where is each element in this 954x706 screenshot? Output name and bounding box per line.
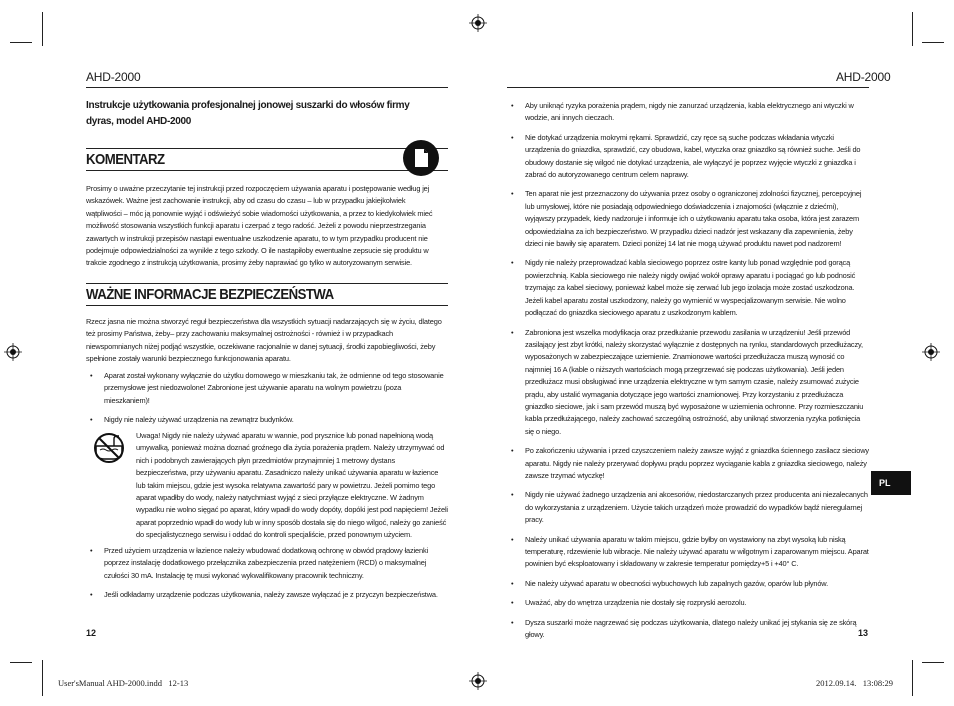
crop-mark <box>912 660 913 696</box>
safety-intro-paragraph: Rzecz jasna nie można stworzyć reguł bezpieczeństwa dla wszystkich sytuacji nadarzających się w życiu, dlatego też prosimy Państwa, żeby– przy zachowaniu maksymalnej ostrożności - również i w przypadkach niewspomnianych niżej podjąć wszystkie, oczekiwane racjonalnie w danej sytuacji, środki zapobiegliwości, żeby spełnione zostały warunki bezpiecznego funkcjonowania aparatu. <box>86 317 442 364</box>
list-item: • Należy unikać używania aparatu w takim miejscu, gdzie byłby on wystawiony na zbyt wysoką lub niską temperaturę, rdzewienie lub wibracje. Nie należy używać aparatu w wilgotnym i zaparowanym miejscu. Aparat powinien być eksploatowany i składowany w zakresie temperatur pomiędzy+5 i +40° C. <box>507 534 869 571</box>
registration-mark-icon <box>4 343 22 361</box>
list-item: • Nie dotykać urządzenia mokrymi rękami. Sprawdzić, czy ręce są suche podczas wkładania wtyczki urządzenia do gniazdka, sprawdzić, czy obudowa, kabel, wtyczka oraz gniazdko są również suche. Jeśli do obudowy dostanie się wilgoć nie dotykać urządzenia, ale wyłączyć je poprzez wyjęcie wtyczki z gniazdka i zabrać do autoryzowanego centrum celem naprawy. <box>507 132 869 182</box>
registration-mark-icon <box>469 14 487 32</box>
crop-mark <box>922 662 944 663</box>
language-tab <box>871 471 911 495</box>
list-item: • Nigdy nie należy przeprowadzać kabla sieciowego poprzez ostre kanty lub ponad względnie pod gorącą powierzchnią. Kabla sieciowego nie należy nigdy owijać wokół oprawy aparatu i pociągać go lub podnosić trzymając za kabel sieciowy, ponieważ kabel może się zerwać lub jego izolacja może zostać uszkodzona. Jeżeli kabel aparatu został uszkodzony, należy go wymienić w wyspecjalizowanym serwisie. Nie wolno podłączać do gniazdka sieciowego aparatu z uszkodzonym kablem. <box>507 257 869 319</box>
left-running-header: AHD-2000 <box>86 70 141 84</box>
komentarz-paragraph: Prosimy o uważne przeczytanie tej instrukcji przed rozpoczęciem używania aparatu i postępowanie według jej wskazówek. Ważne jest zachowanie instrukcji, aby od czasu do czasu – lub w przypadku jakiejkolwiek wątpliwości – móc ją ponownie wyjąć i odświeżyć sobie wiadomości użytkowania, a przez to kiedykolwiek mieć możliwość stosowania wszystkich funkcji aparatu i czerpać z tego radość. Jeżeli z powodu nieprzestrzegania zawartych w instrukcji przepisów nastąpi ewentualne uszkodzenie aparatu, to w tym przypadku producent nie podejmuje odpowiedzialności za wynikłe z tego szkody. O ile nastąpiłoby ewentualne zepsucie się produktu w trakcie zgodnego z instrukcją użytkowania, prosimy żeby naprawiać go tylko w autoryzowanym serwisie. <box>86 184 433 268</box>
section-rule <box>86 148 448 149</box>
warning-paragraph: Uwaga! Nigdy nie należy używać aparatu w wannie, pod prysznice lub ponad napełnioną wodą umywalką, ponieważ można doznać groźnego dla życia porażenia prądem. Należy utrzymywać od nich i podobnych zawierających płyn przedmiotów przynajmniej 1 metrowy dystans bezpieczeństwa, przy używaniu aparatu. Zasadniczo należy unikać używania aparatu w łazience lub takim miejscu, gdzie jest wysoka relatywna zawartość pary w powietrzu. Jeżeli pomimo tego aparat wpadłby do wody, należy natychmiast wyjąć z sieci przyłącze elektryczne. W żadnym wypadku nie wolno sięgać po aparat, który wpadł do wody dopóty, dopóki jest pod napięciem! Jeżeli aparat poprzednio wpadł do wody lub w inny sposób dostała się do niego wilgoć, należy go zanieść do specjalistycznego serwisu i oddać do kontroli specjaliście, przed ponownym użyciem. <box>136 431 448 540</box>
intro-title: Instrukcje użytkowania profesjonalnej jonowej suszarki do włosów firmy dyras, model AHD-2000 <box>86 100 410 127</box>
section-rule <box>86 305 448 306</box>
list-item: • Zabroniona jest wszelka modyfikacja oraz przedłużanie przewodu zasilania w urządzeniu! Jeśli przewód zasilający jest zbyt krótki, należy skorzystać wyłącznie z dostępnych na rynku, standardowych przedłużaczy, wyposażonych w zabezpieczające uziemienie. Znamionowe wartości przedłużacza muszą wynosić co najmniej 16 A (kable o niższych wartościach mogą przegrzewać się podczas użytkowania). Jeśli jeden przedłużacz musi obsługiwać inne urządzenia elektryczne w tym samym czasie, należy zsumować zużycie prądu, aby ustalić wymagania dotyczące jego wartości znamionowej. Przy korzystaniu z przedłużacza gniazdko sieciowe, jak i sam przewód muszą być wyposażone w uziemienia ochronne. Przy rozmieszczaniu kabla przedłużającego, należy zachować szczególną ostrożność, aby uniknąć stworzenia ryzyka potknięcia się o niego. <box>507 327 869 439</box>
page-number-left: 12 <box>86 628 97 638</box>
safety-bullet-list-b <box>86 545 444 609</box>
page-number-right: 13 <box>858 628 869 638</box>
section-title-komentarz: KOMENTARZ <box>86 151 165 168</box>
crop-mark <box>42 12 43 46</box>
list-item: • Ten aparat nie jest przeznaczony do używania przez osoby o ograniczonej zdolności fizycznej, percepcyjnej lub umysłowej, które nie posiadają odpowiedniego doświadczenia i znajomości (włącznie z dziećmi), wyjąwszy przypadek, kiedy nadzoruje i informuje ich o użytkowaniu aparatu taka osoba, która jest zarazem odpowiedzialna za ich bezpieczeństwo. W przypadku dzieci nadzór jest wskazany dla zapewnienia, żeby dzieci nie bawiły się aparatem. Dzieci poniżej 14 lat nie mogą używać produktu nawet pod nadzorem! <box>507 188 869 250</box>
crop-mark <box>10 42 32 43</box>
crop-mark <box>922 42 944 43</box>
section-rule <box>86 170 448 171</box>
document-icon <box>403 140 439 176</box>
list-item: • Po zakończeniu używania i przed czyszczeniem należy zawsze wyjąć z gniazdka ściennego zasilacz sieciowy aparatu. Nigdy nie należy przerywać dopływu prądu poprzez wyciąganie kabla z gniazdka sieciowego, należy zawsze trzymać wtyczkę! <box>507 445 869 482</box>
crop-mark <box>10 662 32 663</box>
no-bath-warning-icon <box>92 432 126 464</box>
registration-mark-icon <box>469 672 487 690</box>
list-item: • Aby uniknąć ryzyka porażenia prądem, nigdy nie zanurzać urządzenia, kabla elektrycznego ani wtyczki w wodzie, ani innych cieczach. <box>507 100 869 125</box>
section-title-safety: WAŻNE INFORMACJE BEZPIECZEŃSTWA <box>86 286 334 303</box>
print-slug-timestamp: 2012.09.14. 13:08:29 <box>816 678 893 688</box>
registration-mark-icon <box>922 343 940 361</box>
list-item: • Uważać, aby do wnętrza urządzenia nie dostały się rozpryski aerozolu. <box>507 597 869 609</box>
crop-mark <box>912 12 913 46</box>
list-item: • Aparat został wykonany wyłącznie do użytku domowego w mieszkaniu tak, że odmienne od tego stosowanie przemysłowe jest niedozwolone! Zabronione jest używanie aparatu na wolnym powietrzu (poza mieszkaniem)! <box>86 370 444 407</box>
print-slug-file: User'sManual AHD-2000.indd 12-13 <box>58 678 189 688</box>
list-item: • Nigdy nie należy używać urządzenia na zewnątrz budynków. <box>86 414 444 426</box>
list-item: • Jeśli odkładamy urządzenie podczas użytkowania, należy zawsze wyłączać je z przyczyn bezpieczeństwa. <box>86 589 444 601</box>
list-item: • Przed użyciem urządzenia w łazience należy wbudować dodatkową ochronę w obwód prądowy łazienki poprzez instalację dodatkowego przełącznika zabezpieczenia przed natężeniem (RCD) o maksymalnej czułości 30 mA. Instalację tę musi wykonać wykwalifikowany pracownik techniczny. <box>86 545 444 582</box>
safety-bullet-list-right <box>507 100 869 648</box>
header-rule <box>86 87 448 88</box>
language-tab-label: PL <box>879 478 891 488</box>
safety-bullet-list-a <box>86 370 444 434</box>
header-rule <box>507 87 869 88</box>
list-item: • Nie należy używać aparatu w obecności wybuchowych lub zapalnych gazów, oparów lub płynów. <box>507 578 869 590</box>
list-item: • Nigdy nie używać żadnego urządzenia ani akcesoriów, niedostarczanych przez producenta ani niezalecanych do wykorzystania z urządzeniem. Użycie takich urządzeń może prowadzić do wypadków bądź nieregularnej pracy. <box>507 489 869 526</box>
section-rule <box>86 283 448 284</box>
list-item: • Dysza suszarki może nagrzewać się podczas użytkowania, dlatego należy unikać jej stykania się ze skórą głowy. <box>507 617 869 642</box>
right-running-header: AHD-2000 <box>836 70 891 84</box>
crop-mark <box>42 660 43 696</box>
